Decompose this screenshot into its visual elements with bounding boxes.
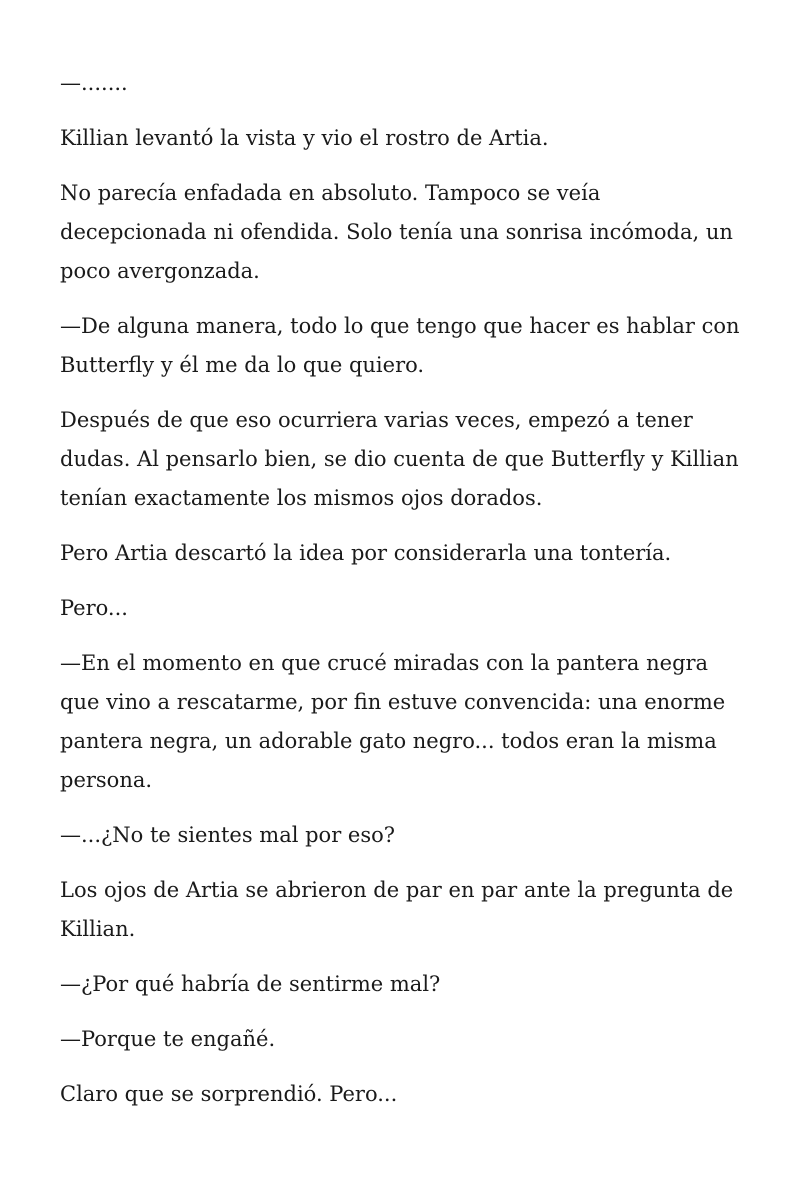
paragraph-5: Después de que eso ocurriera varias veces, empezó a tener dudas. Al pensarlo bien, se dio cuenta de que Butterfly y Killian tenían exactamente los mismos ojos dorados. bbox=[60, 408, 739, 510]
paragraph-7: Pero... bbox=[60, 596, 128, 620]
paragraph-3: No parecía enfadada en absoluto. Tampoco se veía decepcionada ni ofendida. Solo tenía una sonrisa incómoda, un poco avergonzada. bbox=[60, 181, 733, 283]
paragraph-6: Pero Artia descartó la idea por considerarla una tontería. bbox=[60, 541, 672, 565]
paragraph-9: —...¿No te sientes mal por eso? bbox=[60, 823, 396, 847]
paragraph-8: —En el momento en que crucé miradas con la pantera negra que vino a rescatarme, por fin estuve convencida: una enorme pantera negra, un adorable gato negro... todos eran la misma persona. bbox=[60, 651, 726, 792]
paragraph-10: Los ojos de Artia se abrieron de par en par ante la pregunta de Killian. bbox=[60, 878, 734, 941]
paragraph-1: —....... bbox=[60, 71, 128, 95]
paragraph-2: Killian levantó la vista y vio el rostro de Artia. bbox=[60, 126, 549, 150]
paragraph-12: —Porque te engañé. bbox=[60, 1027, 276, 1051]
paragraph-4: —De alguna manera, todo lo que tengo que hacer es hablar con Butterfly y él me da lo que quiero. bbox=[60, 314, 740, 377]
paragraph-13: Claro que se sorprendió. Pero... bbox=[60, 1082, 398, 1106]
paragraph-11: —¿Por qué habría de sentirme mal? bbox=[60, 972, 441, 996]
page-text bbox=[60, 64, 750, 1130]
